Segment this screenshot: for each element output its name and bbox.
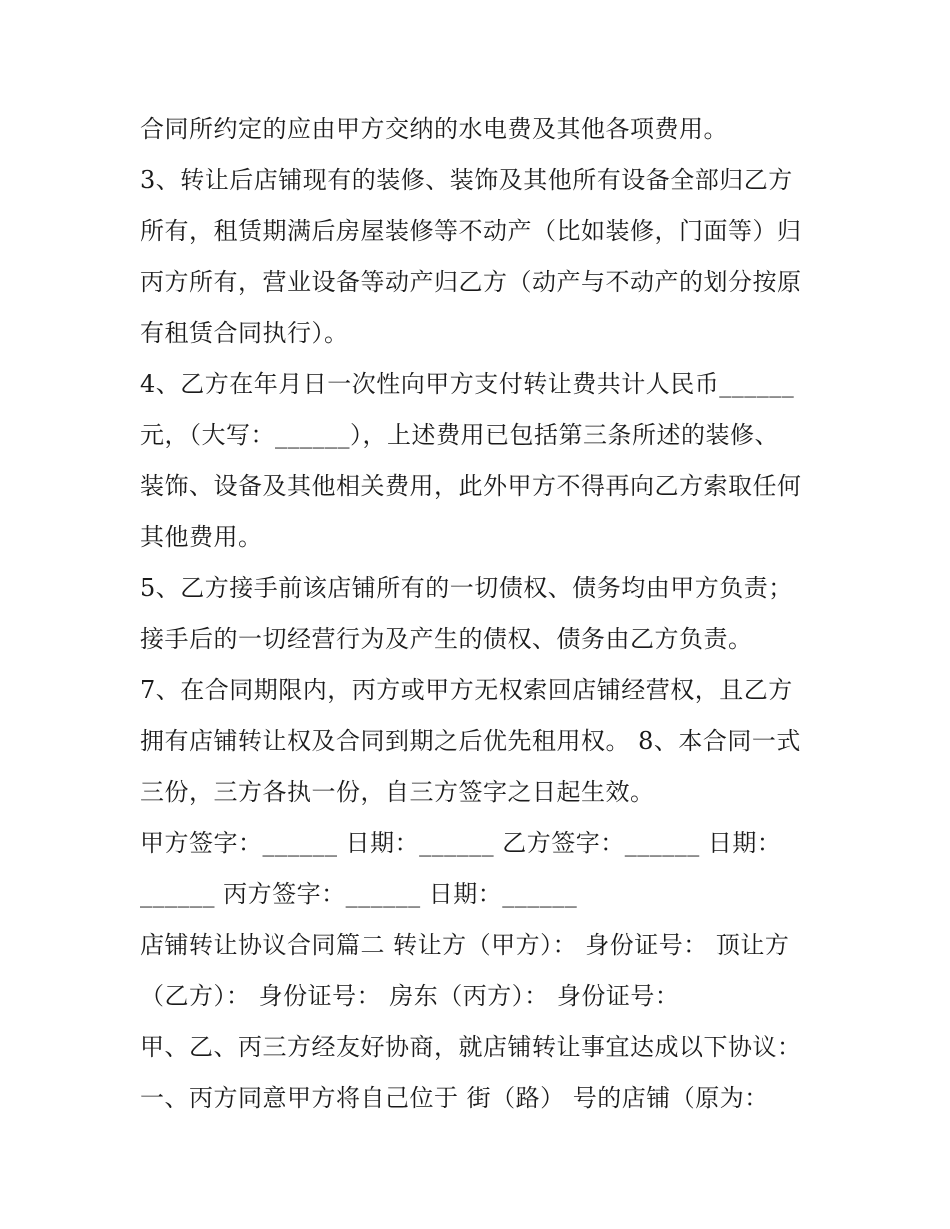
text-line: 所有，租赁期满后房屋装修等不动产（比如装修，门面等）归 [140,217,802,245]
text-line: 拥有店铺转让权及合同到期之后优先租用权。 8、本合同一式 [140,727,801,755]
text-line: 元，（大写：______），上述费用已包括第三条所述的装修、 [140,421,779,449]
text-line: 合同所约定的应由甲方交纳的水电费及其他各项费用。 [140,115,728,143]
text-line: 丙方所有，营业设备等动产归乙方（动产与不动产的划分按原 [140,268,802,296]
text-line: 接手后的一切经营行为及产生的债权、债务由乙方负责。 [140,625,753,653]
text-line: 三份，三方各执一份，自三方签字之日起生效。 [140,778,655,806]
text-line: 甲、乙、丙三方经友好协商，就店铺转让事宜达成以下协议： [140,1033,802,1061]
text-line: 其他费用。 [140,523,263,551]
text-line: 7、在合同期限内，丙方或甲方无权索回店铺经营权，且乙方 [140,676,793,704]
text-line: （乙方）： 身份证号： 房东（丙方）： 身份证号： [140,982,680,1010]
text-line: 甲方签字：______ 日期：______ 乙方签字：______ 日期： [140,829,782,857]
text-line: 3、转让后店铺现有的装修、装饰及其他所有设备全部归乙方 [140,166,793,194]
text-line: 一、丙方同意甲方将自己位于 街（路） 号的店铺（原为： [140,1084,769,1112]
text-line: 5、乙方接手前该店铺所有的一切债权、债务均由甲方负责； [140,574,793,602]
text-line: 有租赁合同执行）。 [140,319,349,347]
text-line: 4、乙方在年月日一次性向甲方支付转让费共计人民币______ [140,370,795,398]
text-line: 店铺转让协议合同篇二 转让方（甲方）： 身份证号： 顶让方 [140,931,790,959]
text-line: 装饰、设备及其他相关费用，此外甲方不得再向乙方索取任何 [140,472,802,500]
text-line: ______ 丙方签字：______ 日期：______ [140,880,578,908]
